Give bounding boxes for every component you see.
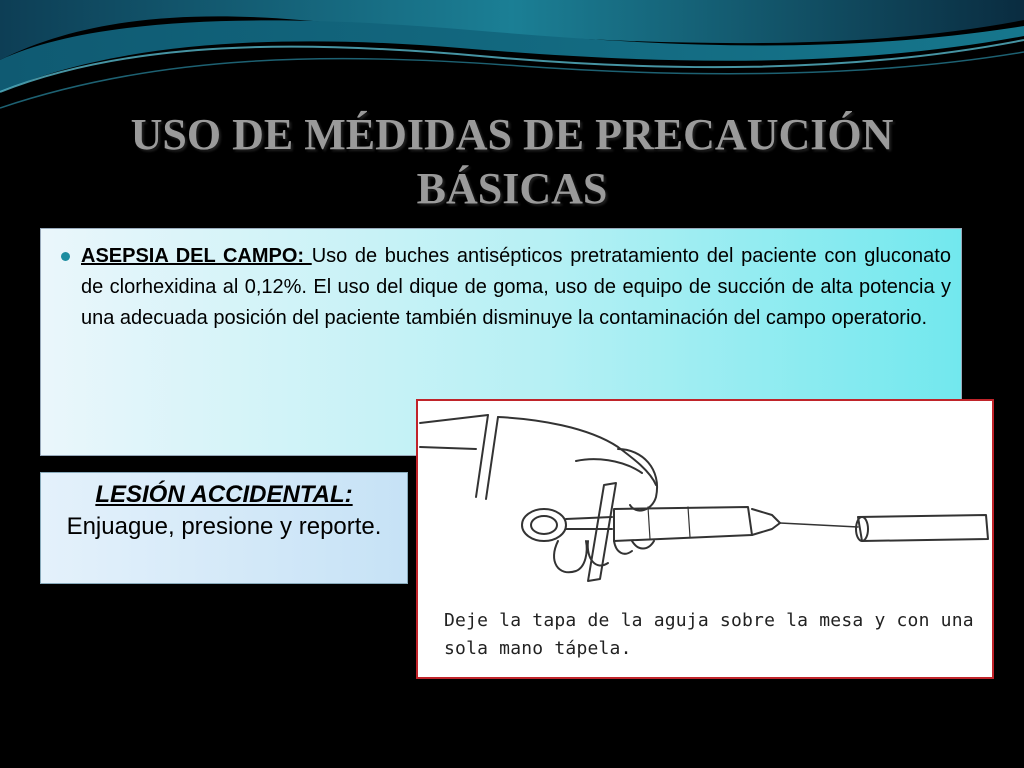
bullet-paragraph	[81, 241, 951, 334]
bullet-body-text: Uso de buches antisépticos pretratamiento del paciente con gluconato de clorhexidina al 0,12%. El uso del dique de goma, uso de equipo de succión de alta potencia y una adecuada posición del paciente también disminuye la contaminación del campo operatorio.	[81, 245, 951, 329]
bullet-label: ASEPSIA DEL CAMPO:	[81, 245, 312, 267]
lesion-box	[40, 472, 408, 584]
bullet-dot-icon	[61, 252, 70, 261]
slide-title: USO DE MÉDIDAS DE PRECAUCIÓN BÁSICAS	[130, 110, 894, 213]
syringe-recapping-drawing-icon	[418, 401, 992, 601]
bullet-item	[61, 241, 951, 334]
illustration-caption: Deje la tapa de la aguja sobre la mesa y con una sola mano tápela.	[444, 610, 974, 659]
lesion-text: Enjuague, presione y reporte.	[66, 513, 382, 540]
lesion-title: LESIÓN ACCIDENTAL:	[95, 481, 353, 508]
illustration-box	[416, 399, 994, 679]
